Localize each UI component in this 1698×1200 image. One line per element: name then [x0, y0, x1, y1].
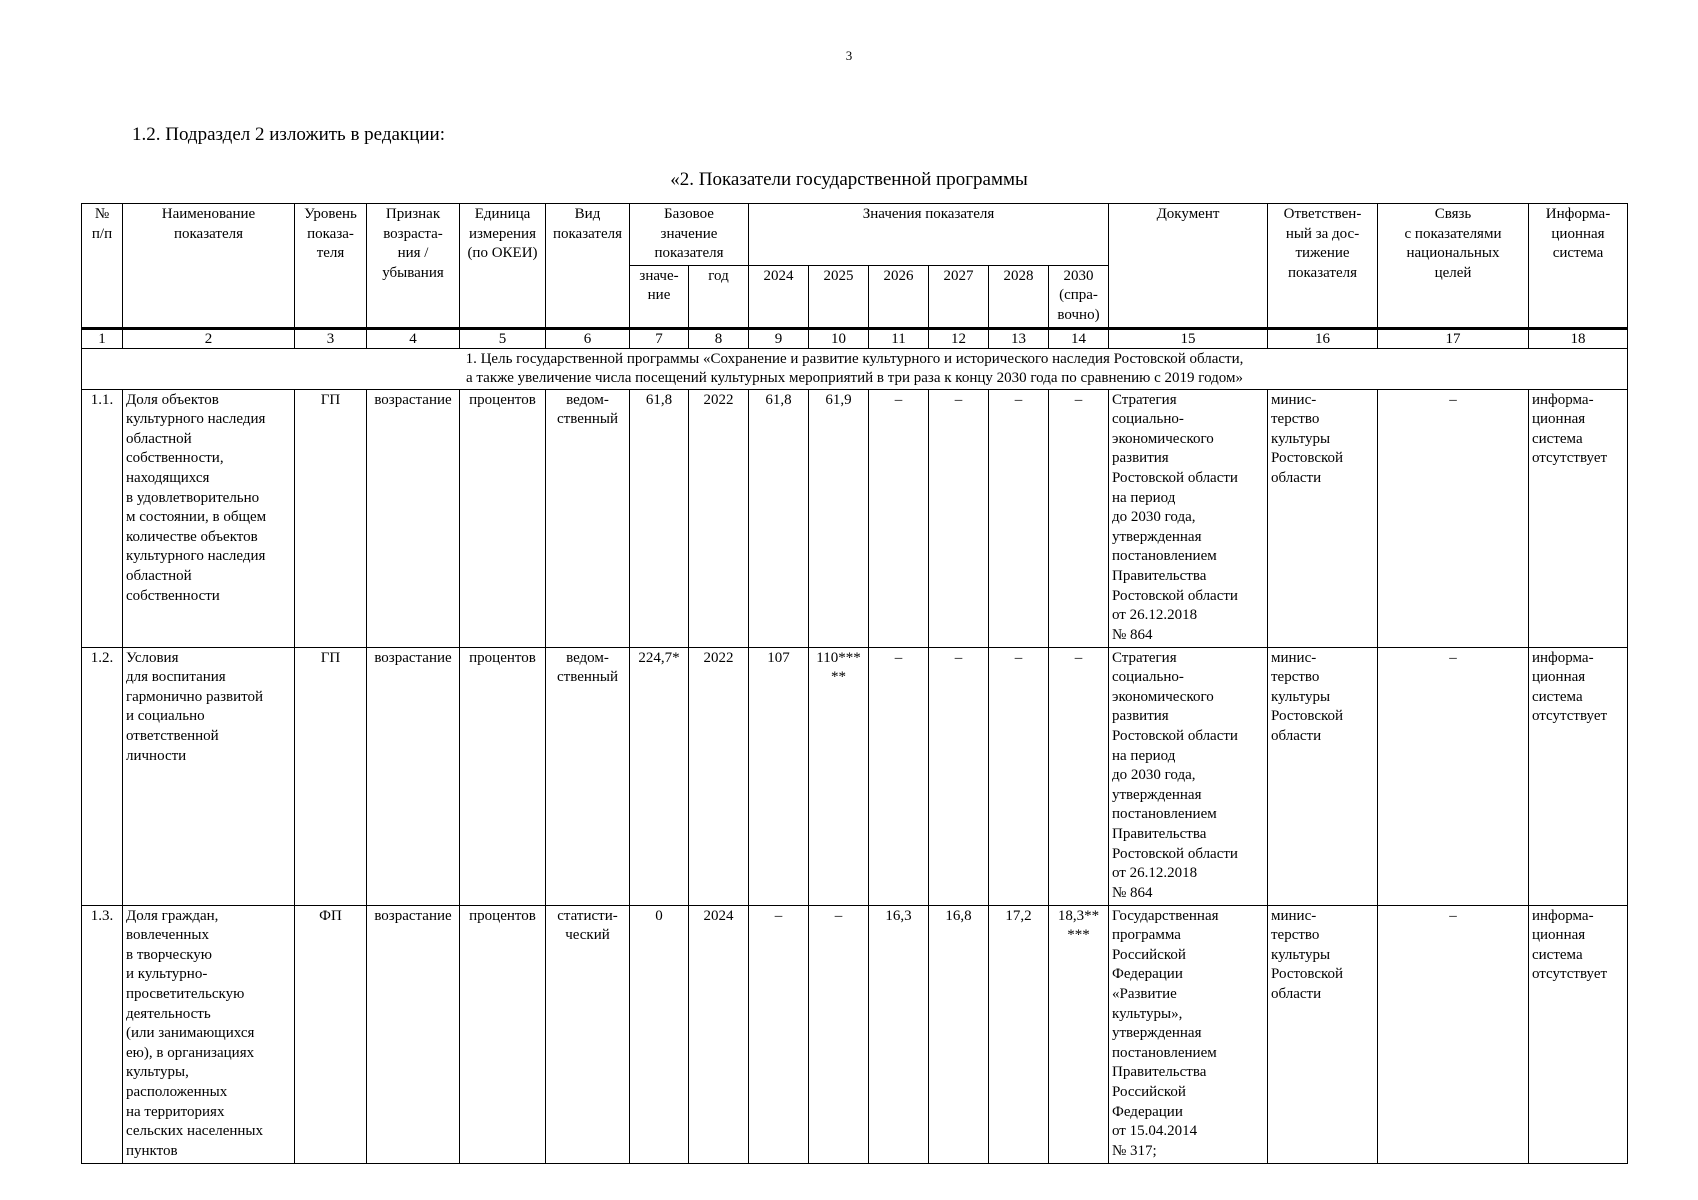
row-value-2028: – [989, 647, 1049, 905]
row-value-2024: 107 [749, 647, 809, 905]
header-base-year: год [689, 265, 749, 328]
row-base-value: 224,7* [630, 647, 689, 905]
row-value-2025: – [809, 905, 869, 1163]
page-number: 3 [845, 48, 853, 63]
row-sign: возрастание [367, 647, 460, 905]
header-national-goals: Связь с показателями национальных целей [1378, 204, 1529, 329]
col-number: 9 [749, 328, 809, 348]
header-base-value: значе- ние [630, 265, 689, 328]
col-number: 6 [546, 328, 630, 348]
row-kind: ведом- ственный [546, 389, 630, 647]
header-info-system: Информа- ционная система [1529, 204, 1628, 329]
row-name: Доля граждан, вовлеченных в творческую и культурно- просветительскую деятельность (или занимающихся ею), в организациях культуры, расположенных на территориях сельских населенных пунктов [123, 905, 295, 1163]
col-number: 10 [809, 328, 869, 348]
row-value-2025: 110*** ** [809, 647, 869, 905]
col-number: 7 [630, 328, 689, 348]
row-document: Стратегия социально- экономического развития Ростовской области на период до 2030 года, утвержденная постановлением Правительства Ростовской области от 26.12.2018 № 864 [1109, 647, 1268, 905]
header-name: Наименование показателя [123, 204, 295, 329]
row-num: 1.2. [82, 647, 123, 905]
row-base-year: 2022 [689, 389, 749, 647]
row-kind: ведом- ственный [546, 647, 630, 905]
row-value-2026: 16,3 [869, 905, 929, 1163]
col-number: 1 [82, 328, 123, 348]
row-num: 1.1. [82, 389, 123, 647]
row-value-2030: – [1049, 389, 1109, 647]
row-info-system: информа- ционная система отсутствует [1529, 389, 1628, 647]
header-year-2027: 2027 [929, 265, 989, 328]
column-numbers-row [82, 328, 1628, 348]
row-responsible: минис- терство культуры Ростовской области [1268, 647, 1378, 905]
table-row [82, 905, 1628, 1163]
col-number: 17 [1378, 328, 1529, 348]
row-national-goals: – [1378, 647, 1529, 905]
header-year-2030: 2030 (спра- вочно) [1049, 265, 1109, 328]
row-unit: процентов [460, 647, 546, 905]
header-year-2026: 2026 [869, 265, 929, 328]
row-sign: возрастание [367, 389, 460, 647]
col-number: 12 [929, 328, 989, 348]
row-info-system: информа- ционная система отсутствует [1529, 647, 1628, 905]
row-value-2026: – [869, 389, 929, 647]
row-document: Стратегия социально- экономического развития Ростовской области на период до 2030 года, утвержденная постановлением Правительства Ростовской области от 26.12.2018 № 864 [1109, 389, 1268, 647]
row-name: Условия для воспитания гармонично развитой и социально ответственной личности [123, 647, 295, 905]
row-value-2026: – [869, 647, 929, 905]
row-sign: возрастание [367, 905, 460, 1163]
row-value-2024: – [749, 905, 809, 1163]
table-row [82, 389, 1628, 647]
row-value-2027: 16,8 [929, 905, 989, 1163]
header-level: Уровень показа- теля [295, 204, 367, 329]
goal-row [82, 348, 1628, 389]
header-values: Значения показателя [749, 204, 1109, 266]
row-value-2027: – [929, 389, 989, 647]
header-sign: Признак возраста- ния / убывания [367, 204, 460, 329]
col-number: 5 [460, 328, 546, 348]
row-unit: процентов [460, 905, 546, 1163]
header-row-1 [82, 204, 1628, 266]
header-year-2025: 2025 [809, 265, 869, 328]
indicators-table [81, 203, 1628, 1164]
row-value-2028: 17,2 [989, 905, 1049, 1163]
row-name: Доля объектов культурного наследия областной собственности, находящихся в удовлетворительно м состоянии, в общем количестве объектов культурного наследия областной собственности [123, 389, 295, 647]
intro-text: 1.2. Подраздел 2 изложить в редакции: [132, 124, 445, 145]
col-number: 14 [1049, 328, 1109, 348]
table-caption: «2. Показатели государственной программы [670, 169, 1028, 190]
row-level: ГП [295, 647, 367, 905]
col-number: 15 [1109, 328, 1268, 348]
row-responsible: минис- терство культуры Ростовской области [1268, 905, 1378, 1163]
row-national-goals: – [1378, 389, 1529, 647]
row-kind: статисти- ческий [546, 905, 630, 1163]
row-level: ФП [295, 905, 367, 1163]
row-base-year: 2024 [689, 905, 749, 1163]
row-value-2030: 18,3** *** [1049, 905, 1109, 1163]
header-unit: Единица измерения (по ОКЕИ) [460, 204, 546, 329]
col-number: 3 [295, 328, 367, 348]
row-value-2030: – [1049, 647, 1109, 905]
header-kind: Вид показателя [546, 204, 630, 329]
col-number: 8 [689, 328, 749, 348]
header-responsible: Ответствен- ный за дос- тижение показателя [1268, 204, 1378, 329]
row-num: 1.3. [82, 905, 123, 1163]
col-number: 16 [1268, 328, 1378, 348]
goal-text: 1. Цель государственной программы «Сохранение и развитие культурного и исторического наследия Ростовской области, а также увеличение числа посещений культурных мероприятий в три раза к концу 2030 года по сравнению с 2019 годом» [82, 348, 1628, 389]
col-number: 13 [989, 328, 1049, 348]
col-number: 4 [367, 328, 460, 348]
row-info-system: информа- ционная система отсутствует [1529, 905, 1628, 1163]
header-document: Документ [1109, 204, 1268, 329]
row-value-2027: – [929, 647, 989, 905]
col-number: 2 [123, 328, 295, 348]
row-responsible: минис- терство культуры Ростовской области [1268, 389, 1378, 647]
row-base-value: 0 [630, 905, 689, 1163]
row-value-2024: 61,8 [749, 389, 809, 647]
col-number: 18 [1529, 328, 1628, 348]
header-year-2024: 2024 [749, 265, 809, 328]
header-year-2028: 2028 [989, 265, 1049, 328]
table-row [82, 647, 1628, 905]
row-document: Государственная программа Российской Федерации «Развитие культуры», утвержденная постановлением Правительства Российской Федерации от 15.04.2014 № 317; [1109, 905, 1268, 1163]
row-unit: процентов [460, 389, 546, 647]
row-national-goals: – [1378, 905, 1529, 1163]
header-base: Базовое значение показателя [630, 204, 749, 266]
col-number: 11 [869, 328, 929, 348]
row-base-year: 2022 [689, 647, 749, 905]
header-num: № п/п [82, 204, 123, 329]
row-base-value: 61,8 [630, 389, 689, 647]
row-level: ГП [295, 389, 367, 647]
row-value-2025: 61,9 [809, 389, 869, 647]
row-value-2028: – [989, 389, 1049, 647]
